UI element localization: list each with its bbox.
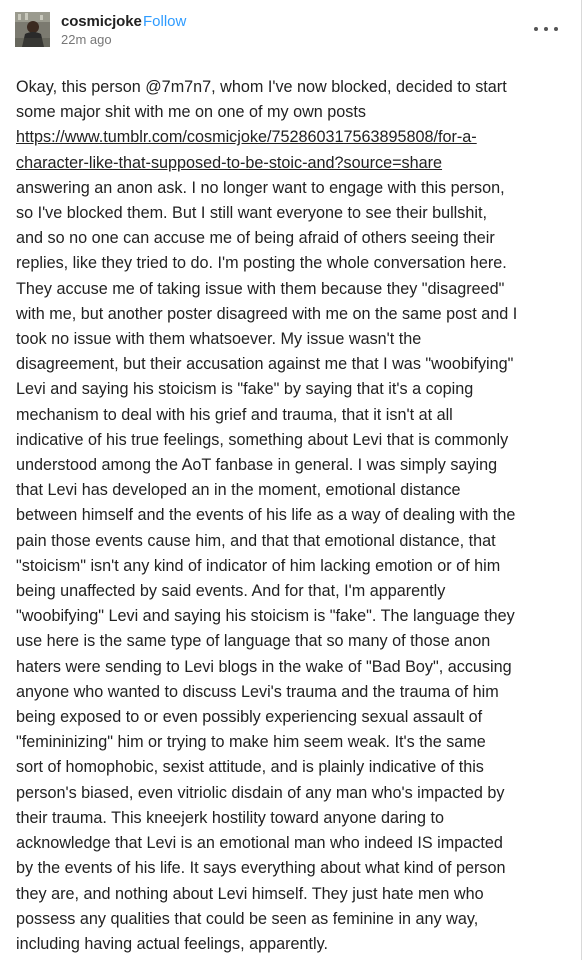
post-body [16, 75, 566, 957]
body-line: some major shit with me on one of my own posts [16, 103, 366, 122]
avatar-image [15, 12, 50, 47]
body-line: acknowledge that Levi is an emotional man who indeed IS impacted [16, 834, 503, 853]
body-line: replies, like they tried to do. I'm posting the whole conversation here. [16, 254, 507, 273]
body-line: disagreement, but their accusation against me that I was "woobifying" [16, 355, 514, 374]
body-line: sort of homophobic, sexist attitude, and is plainly indicative of this [16, 758, 484, 777]
body-line: by the events of his life. It says everything about what kind of person [16, 859, 506, 878]
body-line: understood among the AoT fanbase in general. I was simply saying [16, 456, 498, 475]
avatar[interactable] [15, 12, 50, 47]
body-line: answering an anon ask. I no longer want to engage with this person, [16, 178, 505, 197]
body-line: including having actual feelings, apparently. [16, 934, 328, 953]
body-line: took no issue with them whatsoever. My issue wasn't the [16, 330, 422, 349]
body-line: they are, and nothing about Levi himself. They just hate men who [16, 884, 484, 903]
body-line: being exposed to or even possibly experiencing sexual assault of [16, 708, 483, 727]
body-line: indicative of his true feelings, something about Levi that is commonly [16, 430, 509, 449]
body-line: haters were sending to Levi blogs in the wake of "Bad Boy", accusing [16, 657, 512, 676]
body-line: "woobifying" Levi and saying his stoicism is "fake". The language they [16, 607, 515, 626]
post-timestamp[interactable]: 22m ago [61, 32, 112, 47]
body-line: anyone who wanted to discuss Levi's trauma and the trauma of him [16, 682, 499, 701]
body-line: Okay, this person @7m7n7, whom I've now blocked, decided to start [16, 78, 507, 96]
follow-button[interactable]: Follow [143, 13, 187, 30]
post-link-part-1[interactable]: https://www.tumblr.com/cosmicjoke/752860317563895808/for-a- [16, 128, 477, 147]
body-line: with me, but another poster disagreed with me on the same post and I [16, 304, 518, 323]
post-link-part-2[interactable]: character-like-that-supposed-to-be-stoic-and?source=share [16, 153, 443, 172]
body-line: person's biased, even vitriolic disdain of any man who's impacted by [16, 783, 505, 802]
body-line: their trauma. This kneejerk hostility toward anyone daring to [16, 808, 444, 827]
more-horizontal-icon[interactable] [534, 20, 558, 38]
body-line: and so no one can accuse me of being afraid of others seeing their [16, 229, 495, 248]
author-name[interactable]: cosmicjoke [61, 13, 142, 30]
body-line: between himself and the events of his life as a way of dealing with the [16, 506, 516, 525]
body-line: pain those events cause him, and that that emotional distance, that [16, 531, 496, 550]
body-line: so I've blocked them. But I still want everyone to see their bullshit, [16, 204, 487, 223]
post-header [15, 12, 565, 50]
body-line: use here is the same type of language that so many of those anon [16, 632, 491, 651]
body-line: They accuse me of taking issue with them because they "disagreed" [16, 279, 505, 298]
body-line: possess any qualities that could be seen as feminine in any way, [16, 909, 479, 928]
body-line: "stoicism" isn't any kind of indicator of him lacking emotion or of him [16, 556, 501, 575]
body-line: mechanism to deal with his grief and trauma, that it isn't at all [16, 405, 453, 424]
body-line: being unaffected by said events. And for that, I'm apparently [16, 582, 446, 601]
body-line: Levi and saying his stoicism is "fake" by saying that it's a coping [16, 380, 474, 399]
body-line: "femininizing" him or trying to make him seem weak. It's the same [16, 733, 486, 752]
body-line: that Levi has developed an in the moment, emotional distance [16, 481, 461, 500]
